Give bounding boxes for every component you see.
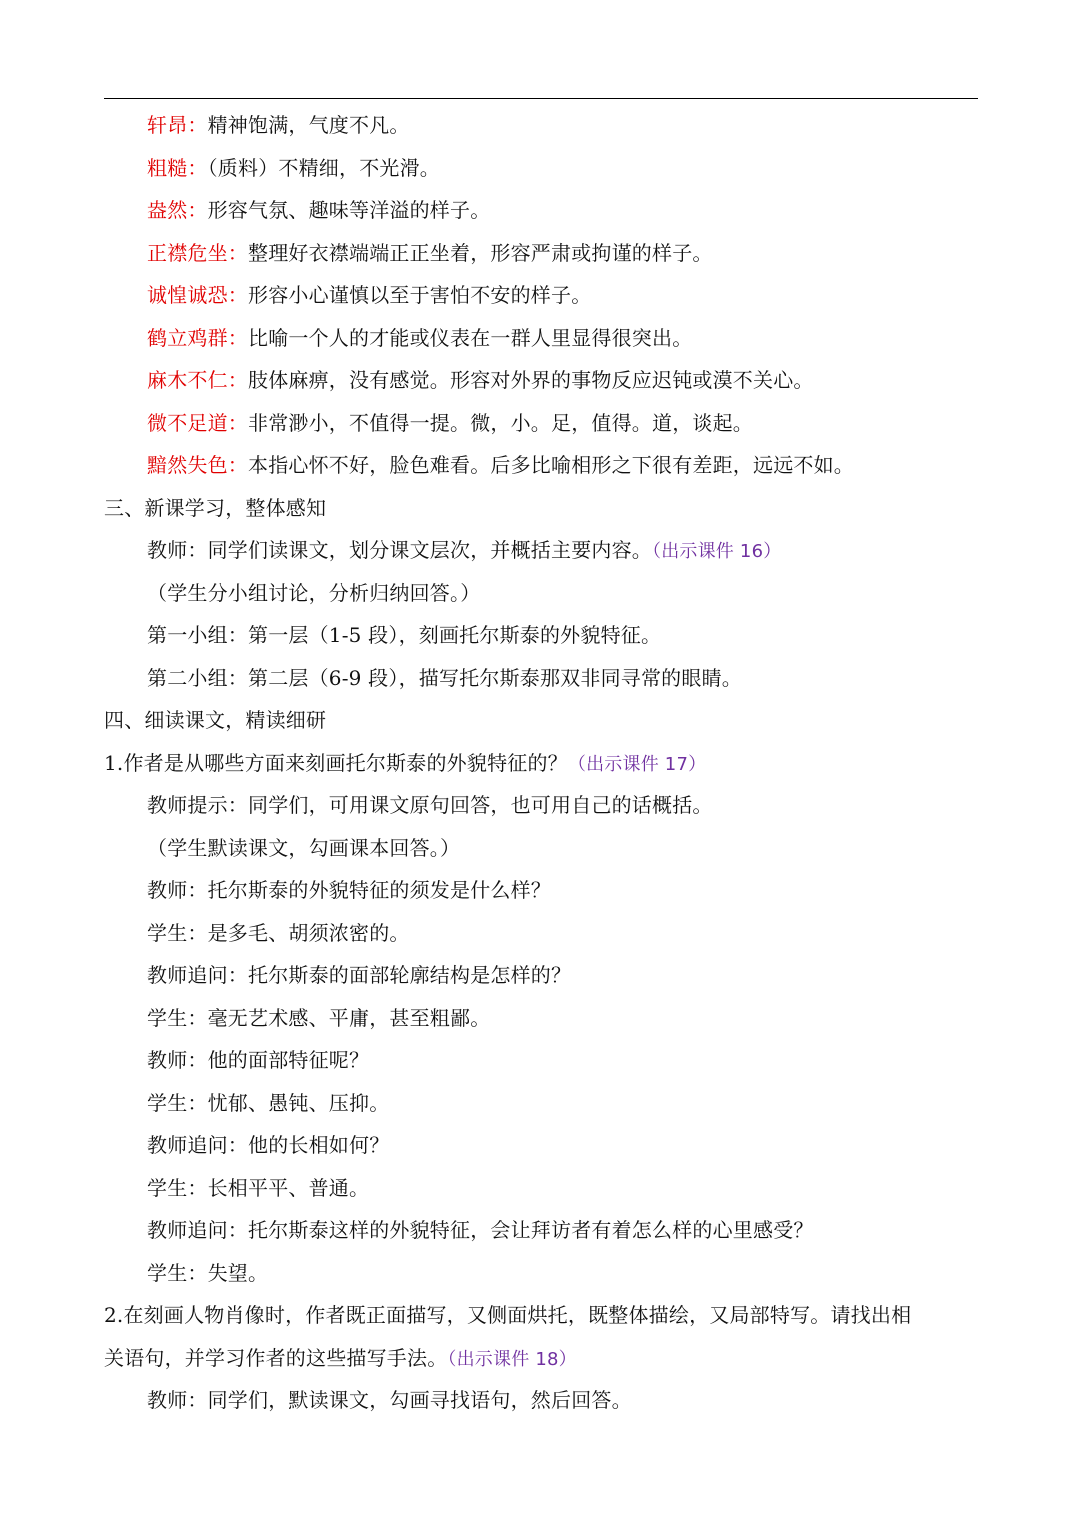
vocab-item	[104, 104, 978, 147]
dialog-line: 教师追问：他的长相如何？	[147, 1133, 390, 1157]
courseware-ref: （出示课件 16）	[652, 541, 782, 562]
vocab-term: 轩昂：	[147, 113, 208, 137]
courseware-ref: （出示课件 17）	[567, 753, 707, 775]
vocab-term: 黯然失色：	[147, 453, 248, 477]
dialog-line: 教师追问：托尔斯泰的面部轮廓结构是怎样的？	[147, 963, 572, 987]
dialog-line: 学生：长相平平、普通。	[147, 1175, 370, 1200]
question-2-line-1: 2.在刻画人物肖像时，作者既正面描写，又侧面烘托，既整体描绘，又局部特写。请找出相	[104, 1303, 912, 1327]
dialog-line: 学生：是多毛、胡须浓密的。	[147, 920, 410, 945]
vocab-definition: 非常渺小，不值得一提。微，小。足，值得。道，谈起。	[248, 410, 753, 435]
vocab-term: 粗糙：	[147, 155, 208, 180]
dialog-line: 教师提示：同学们，可用课文原句回答，也可用自己的话概括。	[147, 793, 713, 817]
vocab-definition: 本指心怀不好，脸色难看。后多比喻相形之下很有差距，远远不如。	[248, 453, 854, 477]
vocab-item	[104, 317, 978, 360]
paragraph	[104, 529, 978, 572]
section-4-heading: 四、细读课文，精读细研	[104, 708, 327, 732]
dialog-line: 教师：同学们，默读课文，勾画寻找语句，然后回答。	[147, 1388, 632, 1412]
vocab-item	[104, 402, 978, 445]
vocab-term: 鹤立鸡群：	[147, 325, 248, 350]
teacher-line: 教师：同学们读课文，划分课文层次，并概括主要内容。	[147, 538, 652, 562]
question-2-line-2	[104, 1337, 978, 1380]
group-answer: 第一小组：第一层（1-5 段），刻画托尔斯泰的外貌特征。	[147, 623, 662, 647]
vocab-definition: （质料）不精细，不光滑。	[207, 155, 441, 180]
vocab-item	[104, 232, 978, 275]
vocab-definition: 肢体麻痹，没有感觉。形容对外界的事物反应迟钝或漠不关心。	[248, 368, 814, 392]
vocab-definition: 整理好衣襟端端正正坐着，形容严肃或拘谨的样子。	[248, 240, 713, 265]
vocab-definition: 形容小心谨慎以至于害怕不安的样子。	[248, 283, 592, 307]
vocab-definition: 比喻一个人的才能或仪表在一群人里显得很突出。	[248, 325, 693, 350]
dialog-line: 教师：他的面部特征呢？	[147, 1048, 370, 1072]
dialog-line: 学生：失望。	[147, 1260, 269, 1285]
section-3-heading: 三、新课学习，整体感知	[104, 495, 327, 520]
dialog-line: 学生：毫无艺术感、平庸，甚至粗鄙。	[147, 1005, 491, 1030]
question-text: 关语句，并学习作者的这些描写手法。	[104, 1345, 448, 1370]
vocab-definition: 形容气氛、趣味等洋溢的样子。	[207, 198, 491, 222]
vocab-term: 盎然：	[147, 198, 208, 222]
vocab-item	[104, 274, 978, 317]
vocab-item	[104, 359, 978, 402]
student-note: （学生分小组讨论，分析归纳回答。）	[147, 580, 481, 605]
vocab-term: 诚惶诚恐：	[147, 283, 248, 307]
question-text: 1.作者是从哪些方面来刻画托尔斯泰的外貌特征的？	[104, 750, 568, 775]
dialog-line: （学生默读课文，勾画课本回答。）	[147, 835, 461, 860]
vocab-term: 正襟危坐：	[147, 240, 248, 265]
vocab-item	[104, 147, 978, 190]
vocab-definition: 精神饱满，气度不凡。	[207, 113, 410, 137]
dialog-line: 学生：忧郁、愚钝、压抑。	[147, 1090, 390, 1115]
courseware-ref: （出示课件 18）	[447, 1348, 577, 1370]
group-answer: 第二小组：第二层（6-9 段），描写托尔斯泰那双非同寻常的眼睛。	[147, 665, 742, 690]
vocab-term: 微不足道：	[147, 410, 248, 435]
document-body	[104, 104, 978, 1422]
header-rule	[104, 98, 978, 99]
dialog-line: 教师：托尔斯泰的外貌特征的须发是什么样？	[147, 878, 551, 902]
vocab-item	[104, 444, 978, 487]
question-1	[104, 742, 978, 785]
dialog-line: 教师追问：托尔斯泰这样的外貌特征，会让拜访者有着怎么样的心里感受？	[147, 1218, 814, 1242]
vocab-term: 麻木不仁：	[147, 368, 248, 392]
vocab-item	[104, 189, 978, 232]
